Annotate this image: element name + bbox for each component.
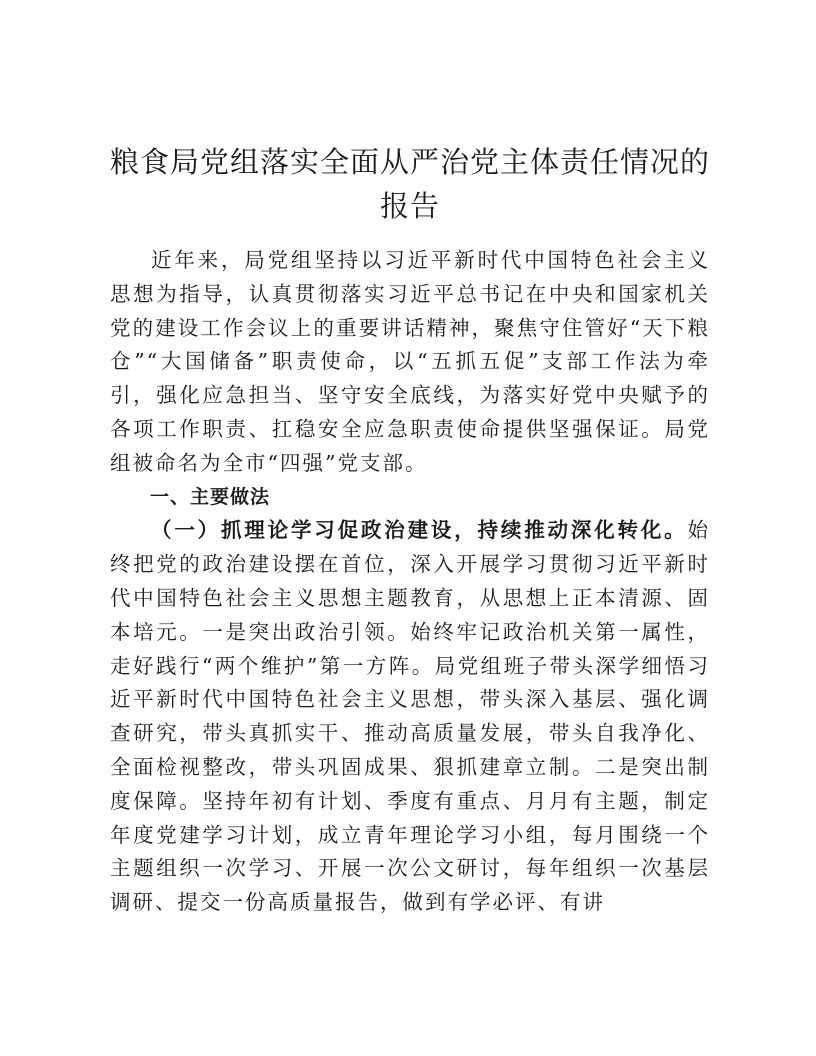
sub-section-body: 始终把党的政治建设摆在首位，深入开展学习贯彻习近平新时代中国特色社会主义思想主题教育，从思想上正本清源、固本培元。一是突出政治引领。始终牢记政治机关第一属性，走好践行“两个维护”第一方阵。局党组班子带头深学细悟习近平新时代中国特色社会主义思想，带头深入基层、强化调查研究，带头真抓实干、推动高质量发展，带头自我净化、全面检视整改，带头巩固成果、狠抓建章立制。二是突出制度保障。坚持年初有计划、季度有重点、月月有主题，制定年度党建学习计划，成立青年理论学习小组，每月围绕一个主题组织一次学习、开展一次公文研讨，每年组织一次基层调研、提交一份高质量报告，做到有学必评、有讲 bbox=[110, 518, 710, 915]
title-line-1: 粮食局党组落实全面从严治党主体责任情况的 bbox=[110, 145, 711, 179]
document-title bbox=[110, 140, 710, 228]
title-line-2: 报告 bbox=[379, 189, 440, 223]
sub-section-paragraph bbox=[110, 514, 710, 920]
intro-paragraph: 近年来，局党组坚持以习近平新时代中国特色社会主义思想为指导，认真贯彻落实习近平总书记在中央和国家机关党的建设工作会议上的重要讲话精神，聚焦守住管好“天下粮仓”“大国储备”职责使命，以“五抓五促”支部工作法为牵引，强化应急担当、坚守安全底线，为落实好党中央赋予的各项工作职责、扛稳安全应急职责使命提供坚强保证。局党组被命名为全市“四强”党支部。 bbox=[110, 248, 710, 475]
sub-section-heading: （一）抓理论学习促政治建设，持续推动深化转化。 bbox=[151, 518, 688, 543]
section-heading: 一、主要做法 bbox=[150, 485, 271, 508]
document-page bbox=[110, 140, 710, 920]
